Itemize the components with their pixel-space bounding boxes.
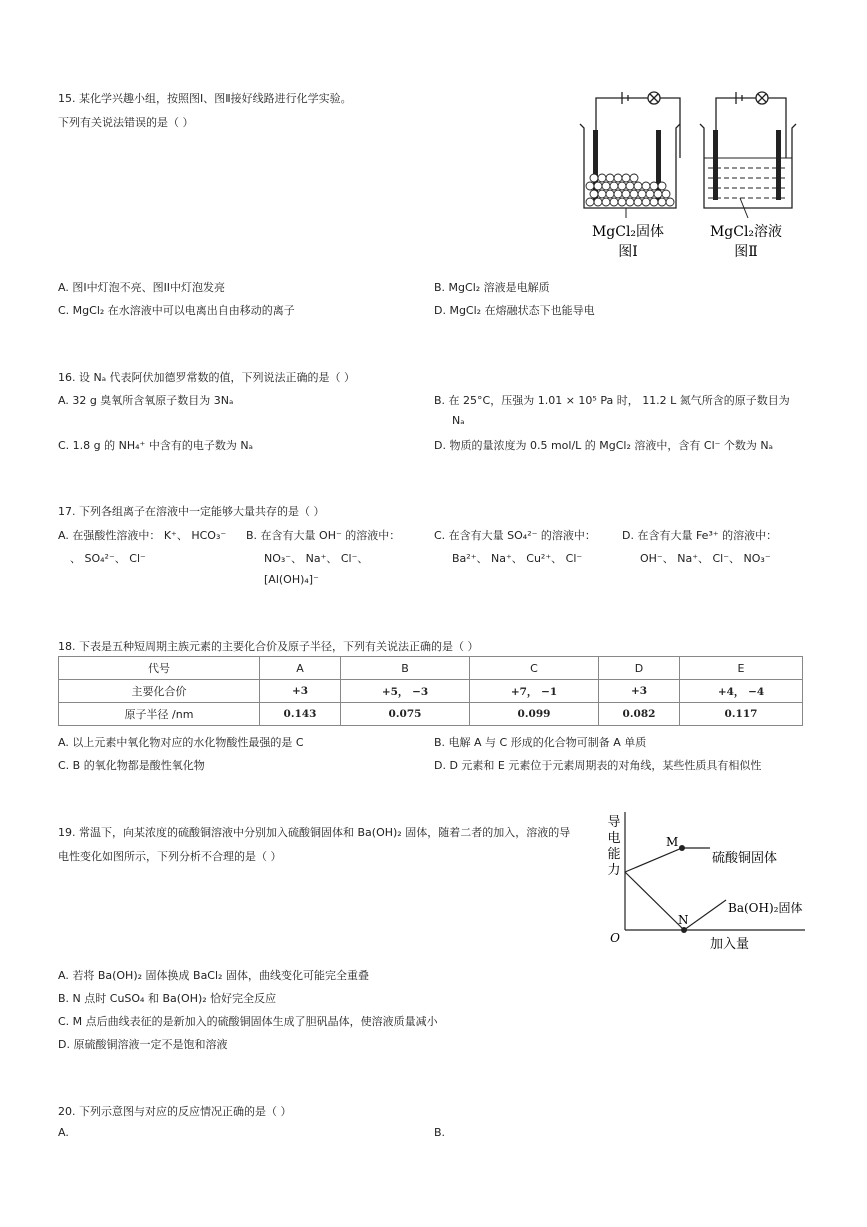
point-n-marker <box>681 927 687 933</box>
q17-stem: 17. 下列各组离子在溶液中一定能够大量共存的是（ ） <box>58 505 325 518</box>
q15-option-a: A. 图I中灯泡不亮、图II中灯泡发亮 <box>58 281 226 294</box>
table-cell: 0.082 <box>599 703 680 726</box>
table-cell: +7， −1 <box>470 680 599 703</box>
q17-option-a-line1: A. 在强酸性溶液中： K⁺、 HCO₃⁻ <box>58 529 227 542</box>
y-axis-label-char: 导 <box>607 815 621 830</box>
table-cell: 0.117 <box>680 703 803 726</box>
table-header-row <box>59 657 803 680</box>
q16-option-d: D. 物质的量浓度为 0.5 mol/L 的 MgCl₂ 溶液中，含有 Cl⁻ 个数为 Nₐ <box>434 439 773 452</box>
y-axis-label-char: 能 <box>607 847 621 862</box>
q19-option-a: A. 若将 Ba(OH)₂ 固体换成 BaCl₂ 固体，曲线变化可能完全重叠 <box>58 969 369 982</box>
q15-stem-line1: 15. 某化学兴趣小组，按照图Ⅰ、图Ⅱ接好线路进行化学实验。 <box>58 92 352 105</box>
q16-stem: 16. 设 Nₐ 代表阿伏加德罗常数的值，下列说法正确的是（ ） <box>58 371 356 384</box>
y-axis-label-char: 力 <box>607 863 621 878</box>
table-cell: +3 <box>260 680 341 703</box>
baoh2-curve-label: Ba(OH)₂固体 <box>728 901 803 915</box>
baoh2-solid-curve <box>625 872 726 930</box>
q17-option-c-line2: Ba²⁺、 Na⁺、 Cu²⁺、 Cl⁻ <box>452 552 583 565</box>
table-row <box>59 680 803 703</box>
q16-option-c: C. 1.8 g 的 NH₄⁺ 中含有的电子数为 Nₐ <box>58 439 253 452</box>
x-axis-label: 加入量 <box>710 937 750 952</box>
q18-option-c: C. B 的氧化物都是酸性氧化物 <box>58 759 205 772</box>
q15-stem-line2: 下列有关说法错误的是（ ） <box>58 116 194 129</box>
electrode-right-2 <box>776 130 781 200</box>
q15-option-b: B. MgCl₂ 溶液是电解质 <box>434 281 550 294</box>
q19-conductivity-graph <box>600 810 810 960</box>
q20-stem: 20. 下列示意图与对应的反应情况正确的是（ ） <box>58 1105 292 1118</box>
q16-option-b-line2: Nₐ <box>452 414 465 427</box>
q20-option-b: B. <box>434 1126 446 1139</box>
q19-stem-line1: 19. 常温下，向某浓度的硫酸铜溶液中分别加入硫酸铜固体和 Ba(OH)₂ 固体，随着二者的加入，溶液的导 <box>58 826 571 839</box>
table-header-cell: A <box>260 657 341 680</box>
q18-option-a: A. 以上元素中氧化物对应的水化物酸性最强的是 C <box>58 736 304 749</box>
q19-stem-line2: 电性变化如图所示，下列分析不合理的是（ ） <box>58 850 282 863</box>
y-axis-label-char: 电 <box>607 831 621 846</box>
q17-option-d-line1: D. 在含有大量 Fe³⁺ 的溶液中： <box>622 529 778 542</box>
figure-label-1: 图Ⅰ <box>618 244 638 260</box>
q18-option-b: B. 电解 A 与 C 形成的化合物可制备 A 单质 <box>434 736 647 749</box>
q17-option-b-line3: [Al(OH)₄]⁻ <box>264 573 319 586</box>
q17-option-d-line2: OH⁻、 Na⁺、 Cl⁻、 NO₃⁻ <box>640 552 771 565</box>
q18-option-d: D. D 元素和 E 元素位于元素周期表的对角线，某些性质具有相似性 <box>434 759 762 772</box>
table-cell: 0.075 <box>341 703 470 726</box>
table-header-cell: D <box>599 657 680 680</box>
q20-option-a: A. <box>58 1126 69 1139</box>
table-cell: 0.143 <box>260 703 341 726</box>
q18-element-table <box>58 656 803 726</box>
q19-option-d: D. 原硫酸铜溶液一定不是饱和溶液 <box>58 1038 228 1051</box>
q17-option-b-line1: B. 在含有大量 OH⁻ 的溶液中： <box>246 529 401 542</box>
table-header-cell: E <box>680 657 803 680</box>
table-header-cell: C <box>470 657 599 680</box>
cuso4-curve-label: 硫酸铜固体 <box>712 851 778 866</box>
table-row <box>59 703 803 726</box>
label-mgcl2-solid: MgCl₂固体 <box>591 224 665 240</box>
circuit-left <box>596 92 680 158</box>
figure-label-2: 图Ⅱ <box>734 244 758 260</box>
origin-label: O <box>610 931 620 945</box>
q17-option-b-line2: NO₃⁻、 Na⁺、 Cl⁻、 <box>264 552 369 565</box>
point-n-label: N <box>678 913 689 927</box>
cuso4-solid-curve <box>625 848 710 872</box>
point-m-marker <box>679 845 685 851</box>
q16-option-b-line1: B. 在 25°C，压强为 1.01 × 10⁵ Pa 时， 11.2 L 氮气所含的原子数目为 <box>434 394 790 407</box>
table-cell: +4， −4 <box>680 680 803 703</box>
q18-stem: 18. 下表是五种短周期主族元素的主要化合价及原子半径，下列有关说法正确的是（ ） <box>58 640 479 653</box>
q15-option-d: D. MgCl₂ 在熔融状态下也能导电 <box>434 304 595 317</box>
table-cell: +3 <box>599 680 680 703</box>
label-mgcl2-solution: MgCl₂溶液 <box>709 224 783 240</box>
table-header-cell: B <box>341 657 470 680</box>
q17-option-c-line1: C. 在含有大量 SO₄²⁻ 的溶液中： <box>434 529 596 542</box>
electrode-right-1 <box>713 130 718 200</box>
q16-option-a: A. 32 g 臭氧所含氧原子数目为 3Nₐ <box>58 394 234 407</box>
q15-option-c: C. MgCl₂ 在水溶液中可以电离出自由移动的离子 <box>58 304 295 317</box>
q17-option-a-line2: 、 SO₄²⁻、 Cl⁻ <box>70 552 146 565</box>
q19-option-b: B. N 点时 CuSO₄ 和 Ba(OH)₂ 恰好完全反应 <box>58 992 277 1005</box>
table-cell: 0.099 <box>470 703 599 726</box>
point-m-label: M <box>666 835 679 849</box>
table-header-cell: 代号 <box>59 657 260 680</box>
table-cell: 主要化合价 <box>59 680 260 703</box>
q15-apparatus-figure <box>570 86 800 266</box>
circuit-right <box>716 92 786 158</box>
table-cell: 原子半径 /nm <box>59 703 260 726</box>
q19-option-c: C. M 点后曲线表征的是新加入的硫酸铜固体生成了胆矾晶体，使溶液质量减小 <box>58 1015 438 1028</box>
table-cell: +5， −3 <box>341 680 470 703</box>
